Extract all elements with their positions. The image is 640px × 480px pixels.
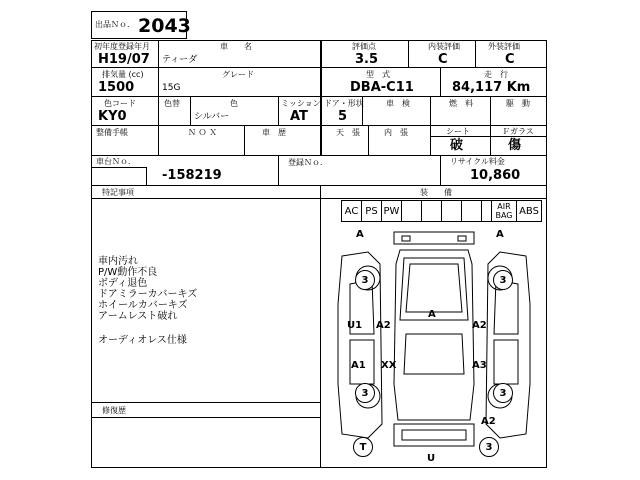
lot-number-box [91, 11, 191, 39]
note-line: アームレスト破れ [98, 311, 178, 322]
damage-mark: A1 [351, 360, 366, 371]
interior-grade-value: C [438, 52, 448, 67]
damage-mark: A2 [376, 320, 391, 331]
note-line: 車内汚れ [98, 256, 138, 267]
tire-mark: 3 [493, 270, 513, 290]
ceiling-label: 天 張 [336, 128, 360, 137]
interior-panel-label: 内 張 [384, 128, 408, 137]
lot-number-label: 出品Ｎｏ． [95, 20, 135, 29]
score-value: 3.5 [355, 52, 379, 67]
note-line: ボディ退色 [98, 278, 148, 289]
tire-mark: 3 [493, 383, 513, 403]
transmission-label: ミッション [281, 99, 321, 108]
equipment-slot [461, 200, 482, 222]
equipment-slot [401, 200, 422, 222]
transmission-value: AT [290, 109, 308, 124]
chassis-number-label: 車台Ｎｏ． [96, 157, 136, 166]
seat-label: シート [446, 127, 470, 136]
tire-mark: 3 [355, 270, 375, 290]
damage-mark: A3 [472, 360, 487, 371]
displacement-label: 排気量 (cc) [102, 70, 144, 79]
damage-mark: A [496, 229, 504, 240]
tire-mark: 3 [355, 383, 375, 403]
damage-mark: XX [381, 360, 397, 371]
color-value: シルバー [194, 112, 230, 122]
color-code-label: 色コード [104, 99, 136, 108]
recycle-fee-value: 10,860 [470, 168, 521, 183]
mileage-value: 84,117 Km [452, 80, 531, 95]
exterior-grade-label: 外装評価 [488, 42, 520, 51]
notes-label: 特記事項 [102, 188, 134, 197]
damage-mark: A2 [481, 416, 496, 427]
equipment-airbag: AIR BAG [491, 200, 517, 222]
vehicle-history-label: 車 歴 [262, 128, 286, 137]
damage-mark: A [356, 229, 364, 240]
door-type-value: 5 [338, 109, 348, 124]
registration-value: H19/07 [98, 52, 150, 67]
equipment-ac: AC [341, 200, 362, 222]
service-record-label: 整備手帳 [96, 128, 128, 137]
note-line: P/W動作不良 [98, 267, 158, 278]
mileage-label: 走 行 [484, 70, 508, 79]
registration-number-label: 登録Ｎｏ． [288, 158, 328, 167]
equipment-slot [441, 200, 462, 222]
nox-label: Ｎ Ｏ Ｘ [188, 128, 218, 137]
windshield-value: 傷 [508, 138, 522, 153]
equipment-pw: PW [381, 200, 402, 222]
chassis-number-value: -158219 [162, 168, 222, 183]
damage-mark: A [428, 309, 436, 320]
grade-value: 15G [162, 83, 181, 93]
equipment-slot [421, 200, 442, 222]
drive-label: 駆 動 [506, 99, 530, 108]
inspection-label: 車 検 [386, 99, 410, 108]
tire-mark: T [353, 437, 373, 457]
note-line: オーディオレス仕様 [98, 335, 187, 346]
exterior-grade-value: C [505, 52, 515, 67]
door-type-label: ドア・形状 [324, 99, 364, 108]
score-label: 評価点 [352, 42, 376, 51]
car-name-value: ティーダ [162, 55, 198, 65]
damage-mark: A2 [472, 320, 487, 331]
model-code-label: 型 式 [366, 70, 390, 79]
equipment-ps: PS [361, 200, 382, 222]
interior-grade-label: 内装評価 [428, 42, 460, 51]
windshield-label: Ｆガラス [502, 127, 534, 136]
car-damage-diagram [322, 224, 546, 468]
repair-history-label: 修復歴 [102, 406, 126, 415]
damage-mark: U1 [347, 320, 363, 331]
displacement-value: 1500 [98, 80, 135, 95]
fuel-label: 燃 料 [449, 99, 473, 108]
tire-mark: 3 [479, 437, 499, 457]
lot-number-value: 2043 [138, 15, 191, 37]
damage-mark: U [427, 453, 436, 464]
equipment-abs: ABS [516, 200, 542, 222]
note-line: ドアミラーカバーキズ [98, 289, 198, 300]
grade-label: グレード [222, 70, 254, 79]
recycle-fee-label: リサイクル料金 [450, 157, 505, 166]
note-line: ホイールカバーキズ [98, 300, 188, 311]
registration-label: 初年度登録年月 [94, 42, 150, 51]
color-label: 色 [230, 99, 238, 108]
color-change-label: 色替 [164, 99, 180, 108]
seat-value: 破 [450, 138, 464, 153]
equipment-label: 装 備 [420, 188, 452, 197]
model-code-value: DBA-C11 [350, 80, 414, 95]
color-code-value: KY0 [98, 109, 127, 124]
car-name-label: 車 名 [220, 42, 252, 51]
